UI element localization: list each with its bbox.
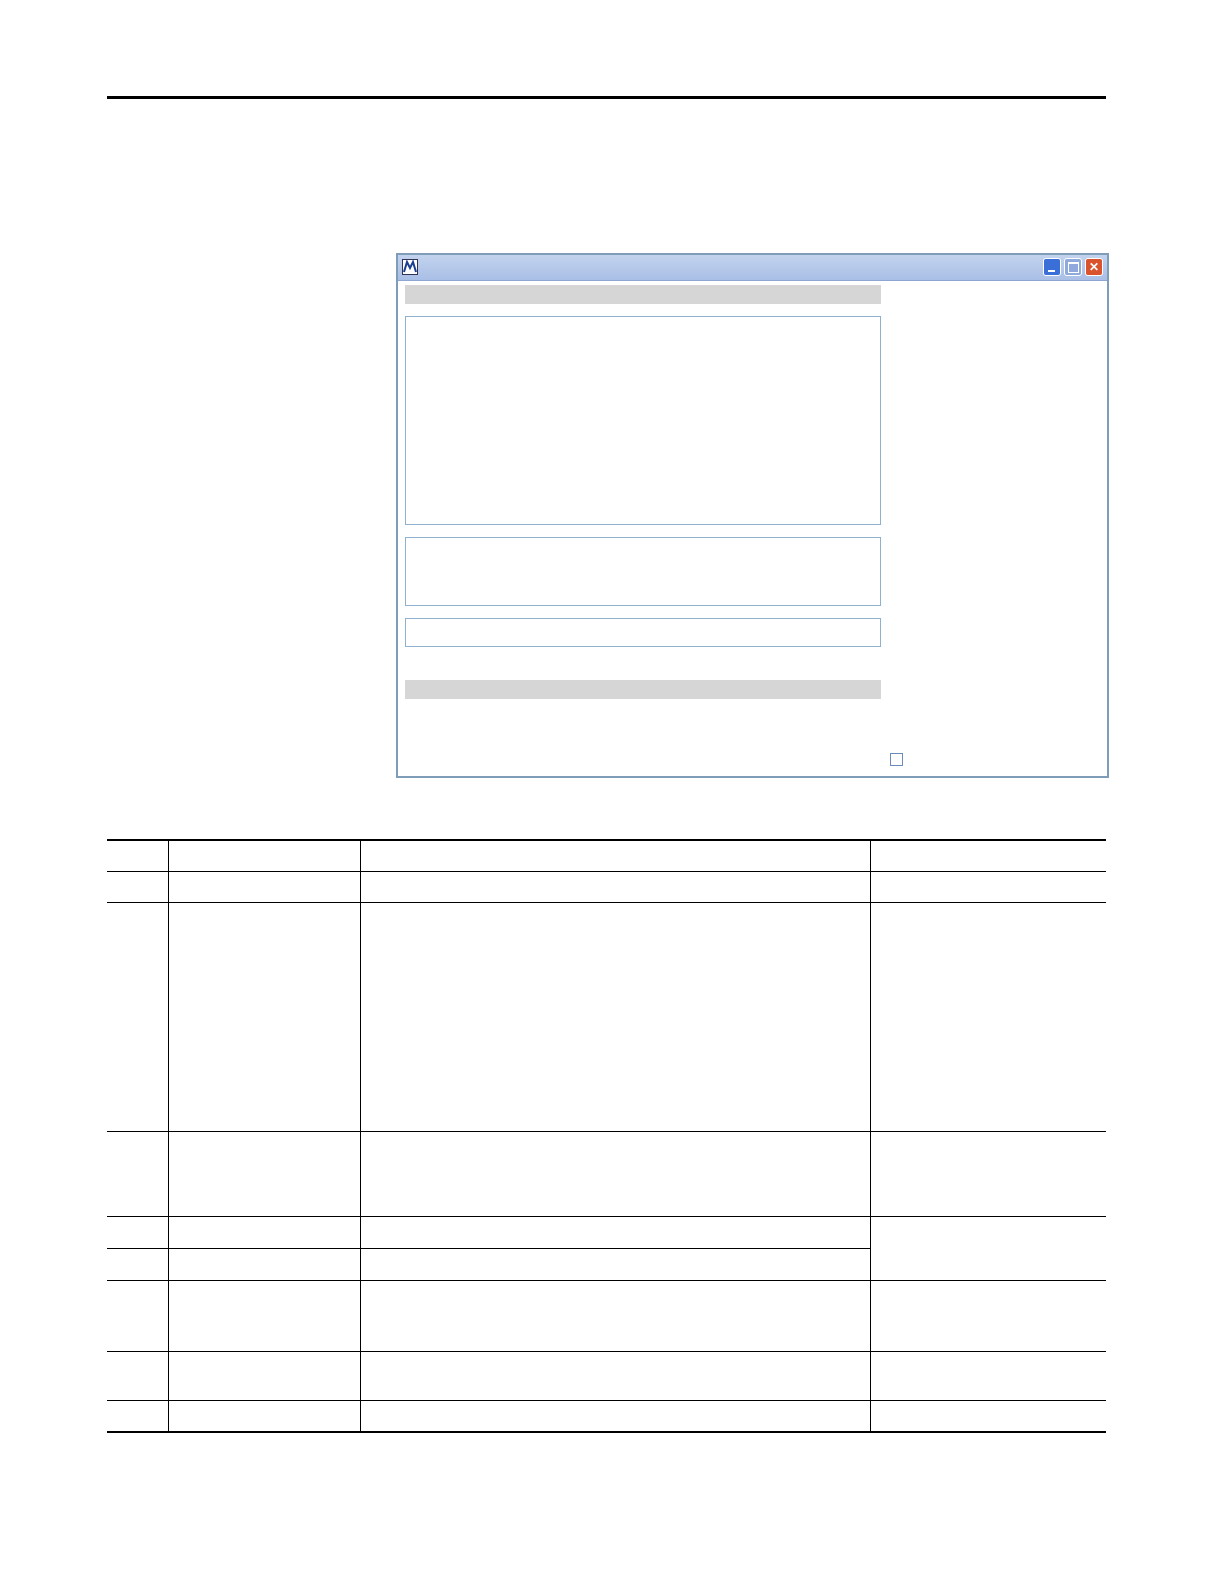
page-top-rule — [107, 96, 1106, 99]
maximize-button[interactable] — [1064, 258, 1082, 276]
motion-group — [405, 316, 881, 525]
table-rule — [107, 1131, 1106, 1132]
table-rule — [107, 1280, 1106, 1281]
table-rule — [107, 1431, 1106, 1433]
table-rule — [107, 871, 1106, 872]
monitor-app-icon — [402, 259, 418, 275]
table-column-rule — [870, 839, 871, 1433]
table-rule — [107, 1248, 870, 1249]
monitor-window — [396, 253, 1109, 778]
table-rule — [107, 902, 1106, 903]
table-column-rule — [168, 839, 169, 1433]
table-rule — [107, 1400, 1106, 1401]
values-header — [405, 285, 881, 304]
set-on-top-checkbox[interactable] — [890, 753, 903, 766]
close-button[interactable]: ✕ — [1085, 258, 1103, 276]
minimize-button[interactable] — [1043, 258, 1061, 276]
table-column-rule — [360, 839, 361, 1433]
io-header — [405, 680, 881, 699]
drive-monitor-group — [405, 537, 881, 606]
title-bar[interactable] — [398, 255, 1107, 281]
table-rule — [107, 839, 1106, 841]
analog-io-group — [405, 618, 881, 647]
table-rule — [107, 1351, 1106, 1352]
table-rule — [107, 1216, 1106, 1217]
